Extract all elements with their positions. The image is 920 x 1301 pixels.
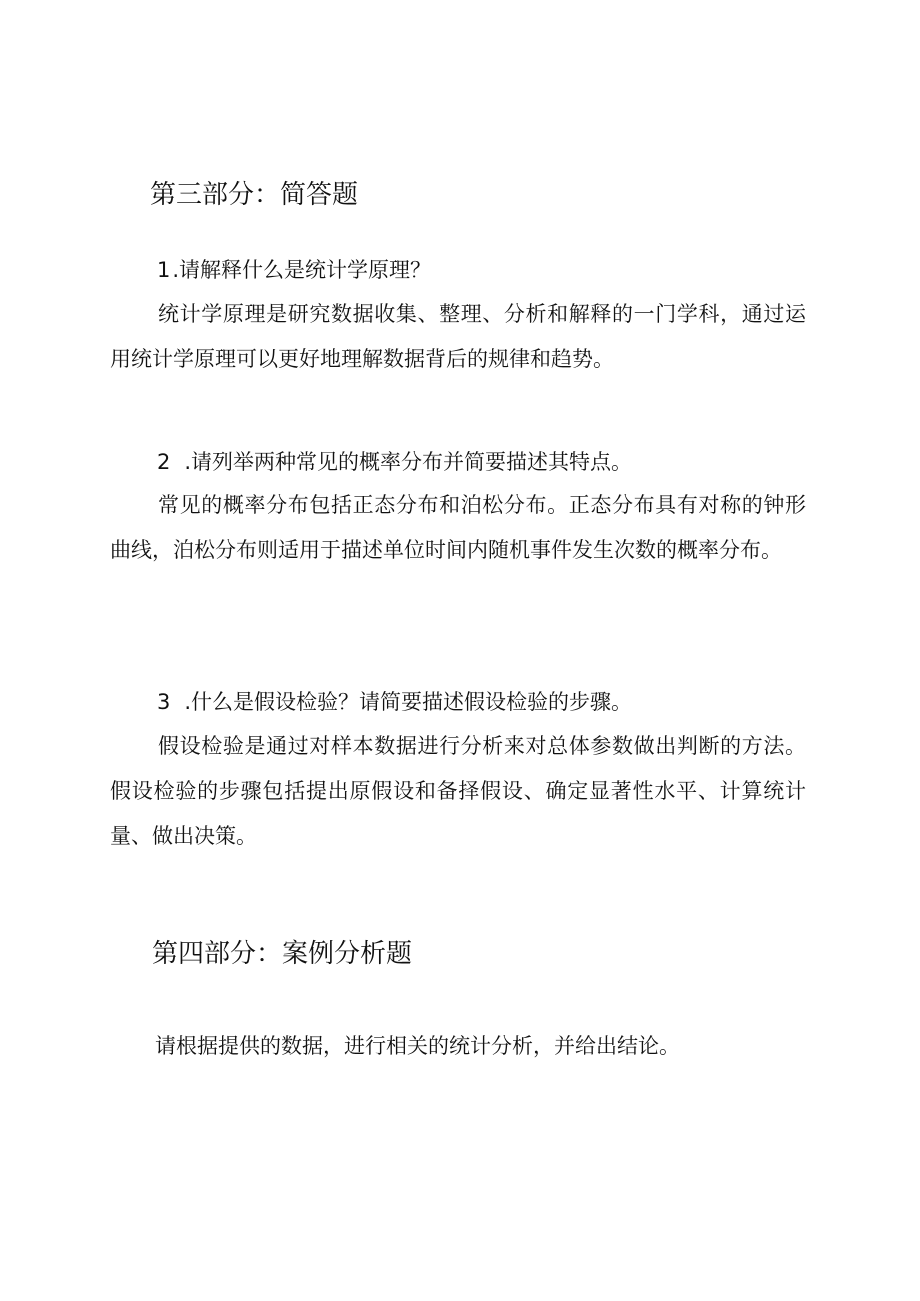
section-4-prompt: 请根据提供的数据，进行相关的统计分析，并给出结论。 (155, 1034, 680, 1058)
question-3 (157, 686, 632, 716)
answer-3: 假设检验是通过对样本数据进行分析来对总体参数做出判断的方法。假设检验的步骤包括提出原假设和备择假设、确定显著性水平、计算统计量、做出决策。 (110, 734, 806, 848)
question-2-number: 2 (157, 450, 171, 474)
answer-2: 常见的概率分布包括正态分布和泊松分布。正态分布具有对称的钟形曲线，泊松分布则适用于描述单位时间内随机事件发生次数的概率分布。 (110, 493, 806, 562)
section-3-heading: 第三部分：简答题 (150, 180, 359, 210)
answer-1: 统计学原理是研究数据收集、整理、分析和解释的一门学科，通过运用统计学原理可以更好地理解数据背后的规律和趋势。 (110, 302, 806, 371)
question-2-text: .请列举两种常见的概率分布并简要描述其特点。 (184, 450, 633, 474)
question-1 (157, 254, 431, 284)
question-1-number: 1 (157, 258, 171, 282)
question-2 (157, 446, 632, 476)
question-3-number: 3 (157, 690, 171, 714)
question-3-text: .什么是假设检验？请简要描述假设检验的步骤。 (184, 690, 633, 714)
question-1-text: .请解释什么是统计学原理？ (172, 258, 432, 282)
section-4-heading: 第四部分：案例分析题 (152, 939, 413, 969)
